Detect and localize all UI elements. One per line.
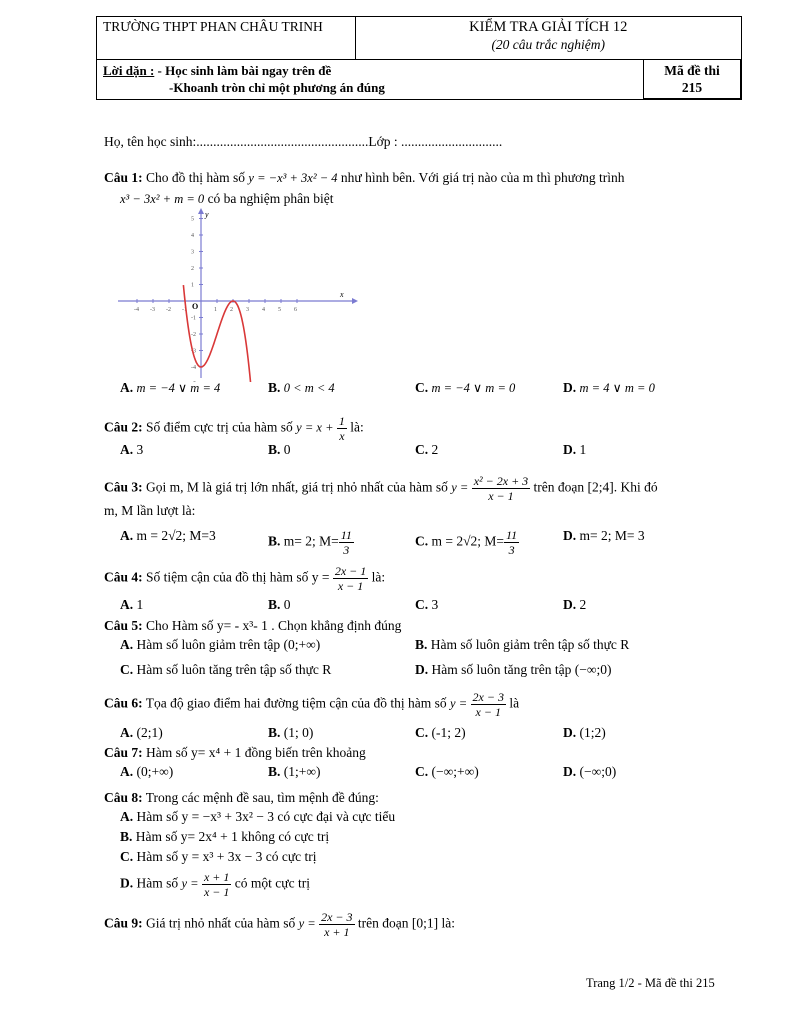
exam-subtitle: (20 câu trắc nghiệm) [491,37,606,52]
question-5: Câu 5: Cho Hàm số y= - x³- 1 . Chọn khẳng định đúng [104,618,402,633]
x-tick-label: -1 [182,307,187,313]
q1-option-a[interactable]: A. m = −4 ∨ m = 4 [120,380,221,395]
x-axis-arrow [352,298,358,304]
y-tick-label: 2 [191,266,194,272]
q4-option-d[interactable]: D. 2 [563,597,587,612]
exam-title-cell [356,17,742,60]
exam-header [96,16,742,100]
function-graph [112,206,358,382]
question-4: Câu 4: Số tiệm cận của đồ thị hàm số y = $\frac{2x - 1}{x - 1}$ là: [104,564,386,593]
q1-option-b[interactable]: B. 0 < m < 4 [268,380,335,395]
q8-option-a[interactable]: A. Hàm số y = −x³ + 3x² − 3 có cực đại và cực tiểu [120,809,396,824]
q3-option-a[interactable]: A. m = 2√2; M=3 [120,528,216,543]
q6-option-c[interactable]: C. (-1; 2) [415,725,466,740]
q4-option-b[interactable]: B. 0 [268,597,291,612]
q8-option-b[interactable]: B. Hàm số y= 2x⁴ + 1 không có cực trị [120,829,330,844]
y-tick-label: -4 [191,365,196,371]
q7-option-c[interactable]: C. (−∞;+∞) [415,764,479,779]
x-tick-label: 3 [246,307,249,313]
school-name: TRƯỜNG THPT PHAN CHÂU TRINH [97,17,356,60]
q3-option-c[interactable]: C. m = 2√2; M= $\frac{11}{3}$ [415,528,518,557]
question-9: Câu 9: Giá trị nhỏ nhất của hàm số y = $\frac{2x - 3}{x + 1}$ trên đoạn [0;1] là: [104,910,455,939]
q8-option-c[interactable]: C. Hàm số y = x³ + 3x − 3 có cực trị [120,849,317,864]
question-6: Câu 6: Tọa độ giao điểm hai đường tiệm cận của đồ thị hàm số y = $\frac{2x - 3}{x - 1}$ là [104,690,520,719]
note-label: Lời dặn : [103,63,155,78]
q5-option-b[interactable]: B. Hàm số luôn giảm trên tập số thực R [415,637,630,652]
x-tick-label: 5 [278,307,281,313]
note-line1: - Học sinh làm bài ngay trên đề [157,63,332,78]
question-3-line2: m, M lần lượt là: [104,503,196,518]
exam-code-box [644,60,742,100]
question-7: Câu 7: Hàm số y= x⁴ + 1 đồng biến trên khoảng [104,745,366,760]
q4-option-c[interactable]: C. 3 [415,597,439,612]
origin-label: O [192,302,199,311]
q5-option-d[interactable]: D. Hàm số luôn tăng trên tập (−∞;0) [415,662,612,677]
q7-option-b[interactable]: B. (1;+∞) [268,764,321,779]
x-tick-label: -2 [166,307,171,313]
q4-option-a[interactable]: A. 1 [120,597,144,612]
q7-option-a[interactable]: A. (0;+∞) [120,764,174,779]
q6-option-b[interactable]: B. (1; 0) [268,725,314,740]
q1-option-d[interactable]: D. m = 4 ∨ m = 0 [563,380,655,395]
exam-code-value: 215 [681,80,703,95]
q3-option-d[interactable]: D. m= 2; M= 3 [563,528,645,543]
q6-option-a[interactable]: A. (2;1) [120,725,163,740]
y-tick-label: 4 [191,233,194,239]
question-8: Câu 8: Trong các mệnh đề sau, tìm mệnh đề đúng: [104,790,379,805]
question-3: Câu 3: Gọi m, M là giá trị lớn nhất, giá trị nhỏ nhất của hàm số y = $\frac{\text{x² − 2x + 3}}{x - 1}$ trên đoạn [2;4]. Khi đó [104,474,658,503]
y-axis-label: y [205,210,209,219]
x-tick-label: -3 [150,307,155,313]
q7-option-d[interactable]: D. (−∞;0) [563,764,617,779]
q2-option-c[interactable]: C. 2 [415,442,439,457]
q6-option-d[interactable]: D. (1;2) [563,725,606,740]
question-1: Câu 1: Cho đồ thị hàm số y = −x³ + 3x² − 4 như hình bên. Với giá trị nào của m thì phương trình [104,170,625,185]
x-tick-label: 2 [230,307,233,313]
y-tick-label: 1 [191,282,194,289]
exam-code-label: Mã đề thi [664,63,720,78]
q2-option-b[interactable]: B. 0 [268,442,291,457]
y-tick-label: 3 [191,249,194,256]
x-tick-label: 4 [262,307,265,313]
page-footer: Trang 1/2 - Mã đề thi 215 [586,976,715,990]
q8-option-d[interactable]: D. Hàm số y = $\frac{x + 1}{x - 1}$ có một cực trị [120,870,310,899]
q2-option-d[interactable]: D. 1 [563,442,587,457]
y-tick-label: -3 [191,348,196,355]
instructions [97,60,644,100]
x-axis-label: x [340,290,344,299]
x-tick-label: -4 [134,307,139,313]
q5-option-a[interactable]: A. Hàm số luôn giảm trên tập (0;+∞) [120,637,321,652]
student-info-line: Họ, tên học sinh:...................................................Lớp : .............................. [104,134,503,149]
y-axis-arrow [198,208,204,214]
q3-option-b[interactable]: B. m= 2; M= $\frac{11}{3}$ [268,528,352,557]
q5-option-c[interactable]: C. Hàm số luôn tăng trên tập số thực R [120,662,332,677]
q1-option-c[interactable]: C. m = −4 ∨ m = 0 [415,380,516,395]
note-line2: -Khoanh tròn chỉ một phương án đúng [169,80,385,95]
question-1-line2: x³ − 3x² + m = 0 có ba nghiệm phân biệt [120,191,334,206]
x-tick-label: 6 [294,307,297,313]
y-tick-label: -2 [191,332,196,338]
x-tick-label: 1 [214,307,217,313]
y-tick-label: 5 [191,216,194,223]
question-2: Câu 2: Số điểm cực trị của hàm số y = x + $\frac{1}{x}$ là: [104,414,364,443]
y-tick-label: -1 [191,315,196,322]
exam-title: KIỂM TRA GIẢI TÍCH 12 [469,19,628,35]
q2-option-a[interactable]: A. 3 [120,442,144,457]
